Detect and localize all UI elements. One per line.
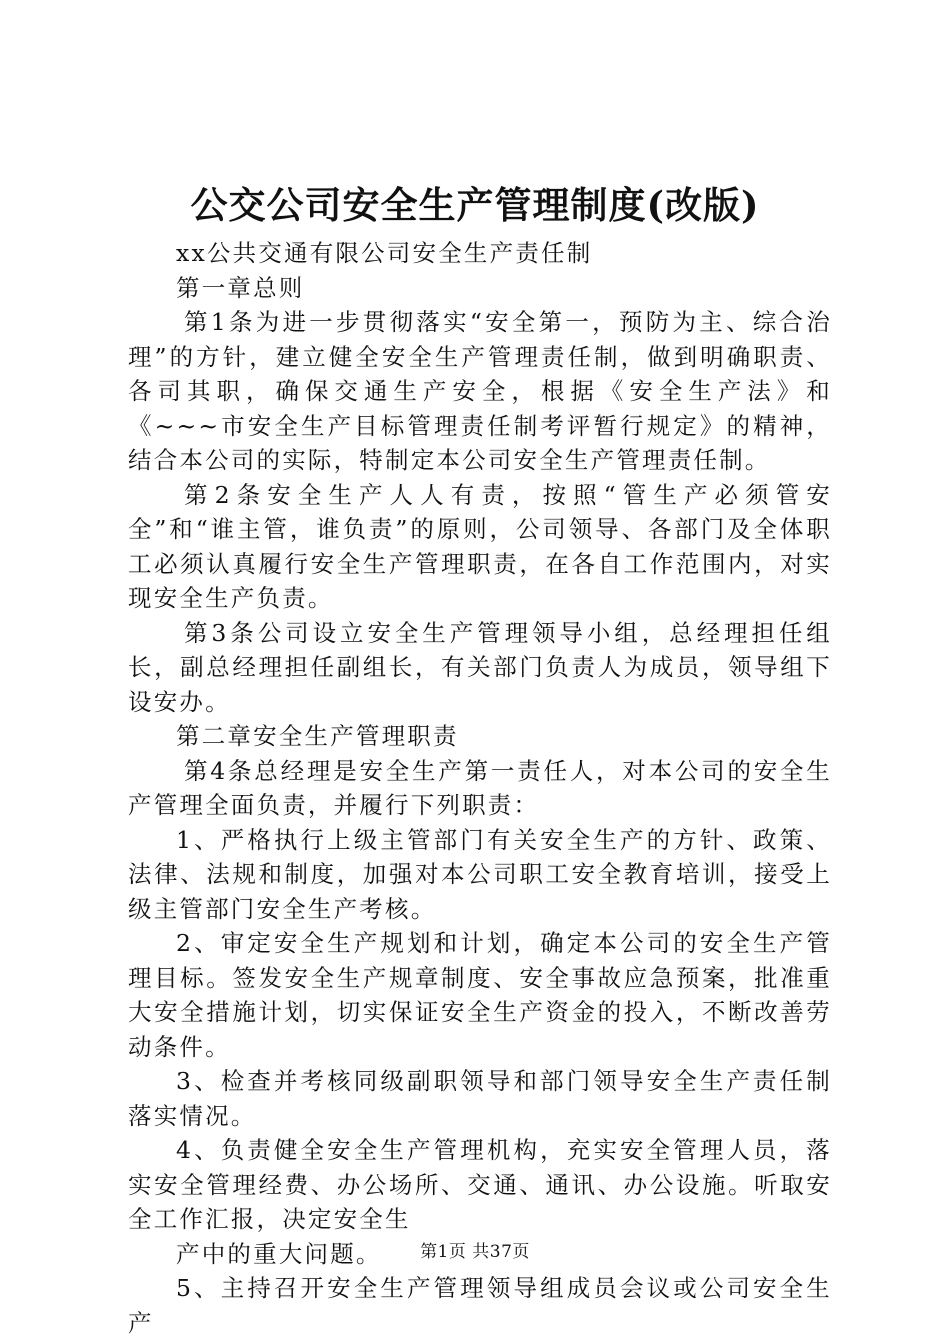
list-item: 3、检查并考核同级副职领导和部门领导安全生产责任制落实情况。 [128,1067,832,1130]
company-heading: xx公共交通有限公司安全生产责任制 [176,239,593,267]
page-footer: 第1页 共37页 [420,1242,530,1262]
list-item: 1、严格执行上级主管部门有关安全生产的方针、政策、法律、法规和制度，加强对本公司职工安全教育培训，接受上级主管部门安全生产考核。 [128,825,832,923]
document-title: 公交公司安全生产管理制度(改版) [190,183,760,227]
chapter-heading: 第二章安全生产管理职责 [176,722,459,750]
paragraph: 第2条安全生产人人有责，按照“管生产必须管安全”和“谁主管，谁负责”的原则，公司领导、各部门及全体职工必须认真履行安全生产管理职责，在各自工作范围内，对实现安全生产负责。 [128,480,832,612]
paragraph: 第4条总经理是安全生产第一责任人，对本公司的安全生产管理全面负责，并履行下列职责： [128,756,832,819]
list-item: 2、审定安全生产规划和计划，确定本公司的安全生产管理目标。签发安全生产规章制度、安全事故应急预案，批准重大安全措施计划，切实保证安全生产资金的投入，不断改善劳动条件。 [128,929,832,1061]
chapter-heading: 第一章总则 [176,273,305,302]
list-item: 5、主持召开安全生产管理领导组成员会议或公司安全生产 [128,1274,832,1337]
paragraph: 第1条为进一步贯彻落实“安全第一，预防为主、综合治理”的方针，建立健全安全生产管理责任制，做到明确职责、各司其职，确保交通生产安全，根据《安全生产法》和《~~~市安全生产目标管理责任制考评暂行规定》的精神，结合本公司的实际，特制定本公司安全生产管理责任制。 [128,308,832,474]
paragraph: 产中的重大问题。 [176,1239,382,1268]
list-item: 4、负责健全安全生产管理机构，充实安全管理人员，落实安全管理经费、办公场所、交通、通讯、办公设施。听取安全工作汇报，决定安全生 [128,1136,832,1233]
document-body [128,236,832,1340]
paragraph: 第3条公司设立安全生产管理领导小组，总经理担任组长，副总经理担任副组长，有关部门负责人为成员，领导组下设安办。 [128,618,832,716]
